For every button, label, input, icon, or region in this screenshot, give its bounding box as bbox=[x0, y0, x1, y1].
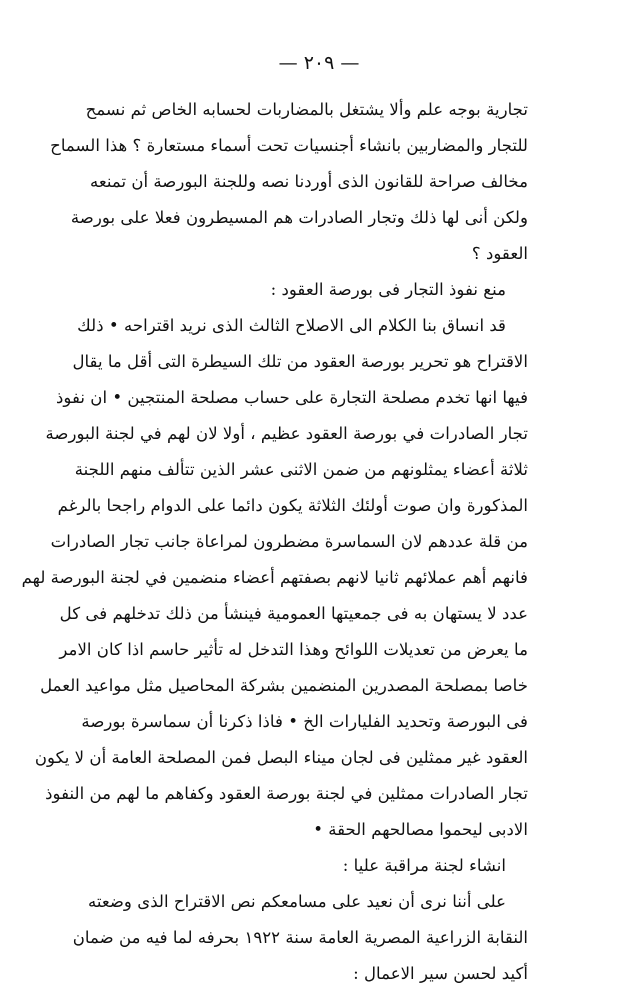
text-line: ولكن أنى لها ذلك وتجار الصادرات هم المسيطرون فعلا على بورصة bbox=[70, 208, 528, 227]
text-line: على أننا نرى أن نعيد على مسامعكم نص الاقتراح الذى وضعته bbox=[87, 892, 506, 911]
text-line: للتجار والمضاربين بانشاء أجنسيات تحت أسماء مستعارة ؟ هذا السماح bbox=[50, 136, 528, 155]
text-line: قد انساق بنا الكلام الى الاصلاح الثالث الذى نريد اقتراحه • ذلك bbox=[77, 316, 506, 335]
text-line: ما يعرض من تعديلات اللوائح وهذا التدخل له تأثير حاسم اذا كان الامر bbox=[59, 640, 528, 659]
text-line: العقود ؟ bbox=[471, 244, 528, 263]
text-line: فى البورصة وتحديد الفليارات الخ • فاذا ذكرنا أن سماسرة بورصة bbox=[81, 712, 528, 731]
text-line: تجار الصادرات في بورصة العقود عظيم ، أولا لان لهم في لجنة البورصة bbox=[45, 424, 528, 443]
text-line: العقود غير ممثلين فى لجان ميناء البصل فمن المصلحة العامة أن لا يكون bbox=[34, 748, 528, 767]
section-heading: انشاء لجنة مراقبة عليا : bbox=[342, 856, 506, 875]
text-line: الاقتراح هو تحرير بورصة العقود من تلك السيطرة التى أقل ما يقال bbox=[72, 352, 528, 371]
text-line: تجار الصادرات ممثلين في لجنة بورصة العقود وكفاهم ما لهم من النفوذ bbox=[45, 784, 528, 803]
text-line: النقابة الزراعية المصرية العامة سنة ١٩٢٢ بحرفه لما فيه من ضمان bbox=[72, 928, 528, 947]
text-line: الادبى ليحموا مصالحهم الحقة • bbox=[313, 820, 528, 839]
text-line: فانهم أهم عملائهم ثانيا لانهم بصفتهم أعضاء منضمين في لجنة البورصة لهم bbox=[21, 568, 528, 587]
text-line: من قلة عددهم لان السماسرة مضطرون لمراعاة جانب تجار الصادرات bbox=[50, 532, 528, 551]
text-line: مخالف صراحة للقانون الذى أوردنا نصه وللجنة البورصة أن تمنعه bbox=[89, 172, 528, 191]
section-heading: منع نفوذ التجار فى بورصة العقود : bbox=[270, 280, 506, 299]
text-line: ثلاثة أعضاء يمثلونهم من ضمن الاثنى عشر الذين تتألف منهم اللجنة bbox=[74, 460, 528, 479]
page-body bbox=[21, 92, 528, 992]
text-line: المذكورة وان صوت أولئك الثلاثة يكون دائما على الدوام راجحا بالرغم bbox=[57, 496, 528, 515]
text-line: فيها انها تخدم مصلحة التجارة على حساب مصلحة المنتجين • ان نفوذ bbox=[56, 388, 528, 407]
text-line: تجارية بوجه علم وألا يشتغل بالمضاربات لحسابه الخاص ثم نسمح bbox=[85, 100, 528, 119]
text-line: أكيد لحسن سير الاعمال : bbox=[353, 964, 528, 983]
text-line: عدد لا يستهان به فى جمعيتها العمومية فينشأ من ذلك تدخلهم فى كل bbox=[59, 604, 528, 623]
text-line: خاصا بمصلحة المصدرين المنضمين بشركة المحاصيل مثل مواعيد العمل bbox=[40, 676, 528, 695]
page-number: — ٢٠٩ — bbox=[278, 52, 360, 74]
